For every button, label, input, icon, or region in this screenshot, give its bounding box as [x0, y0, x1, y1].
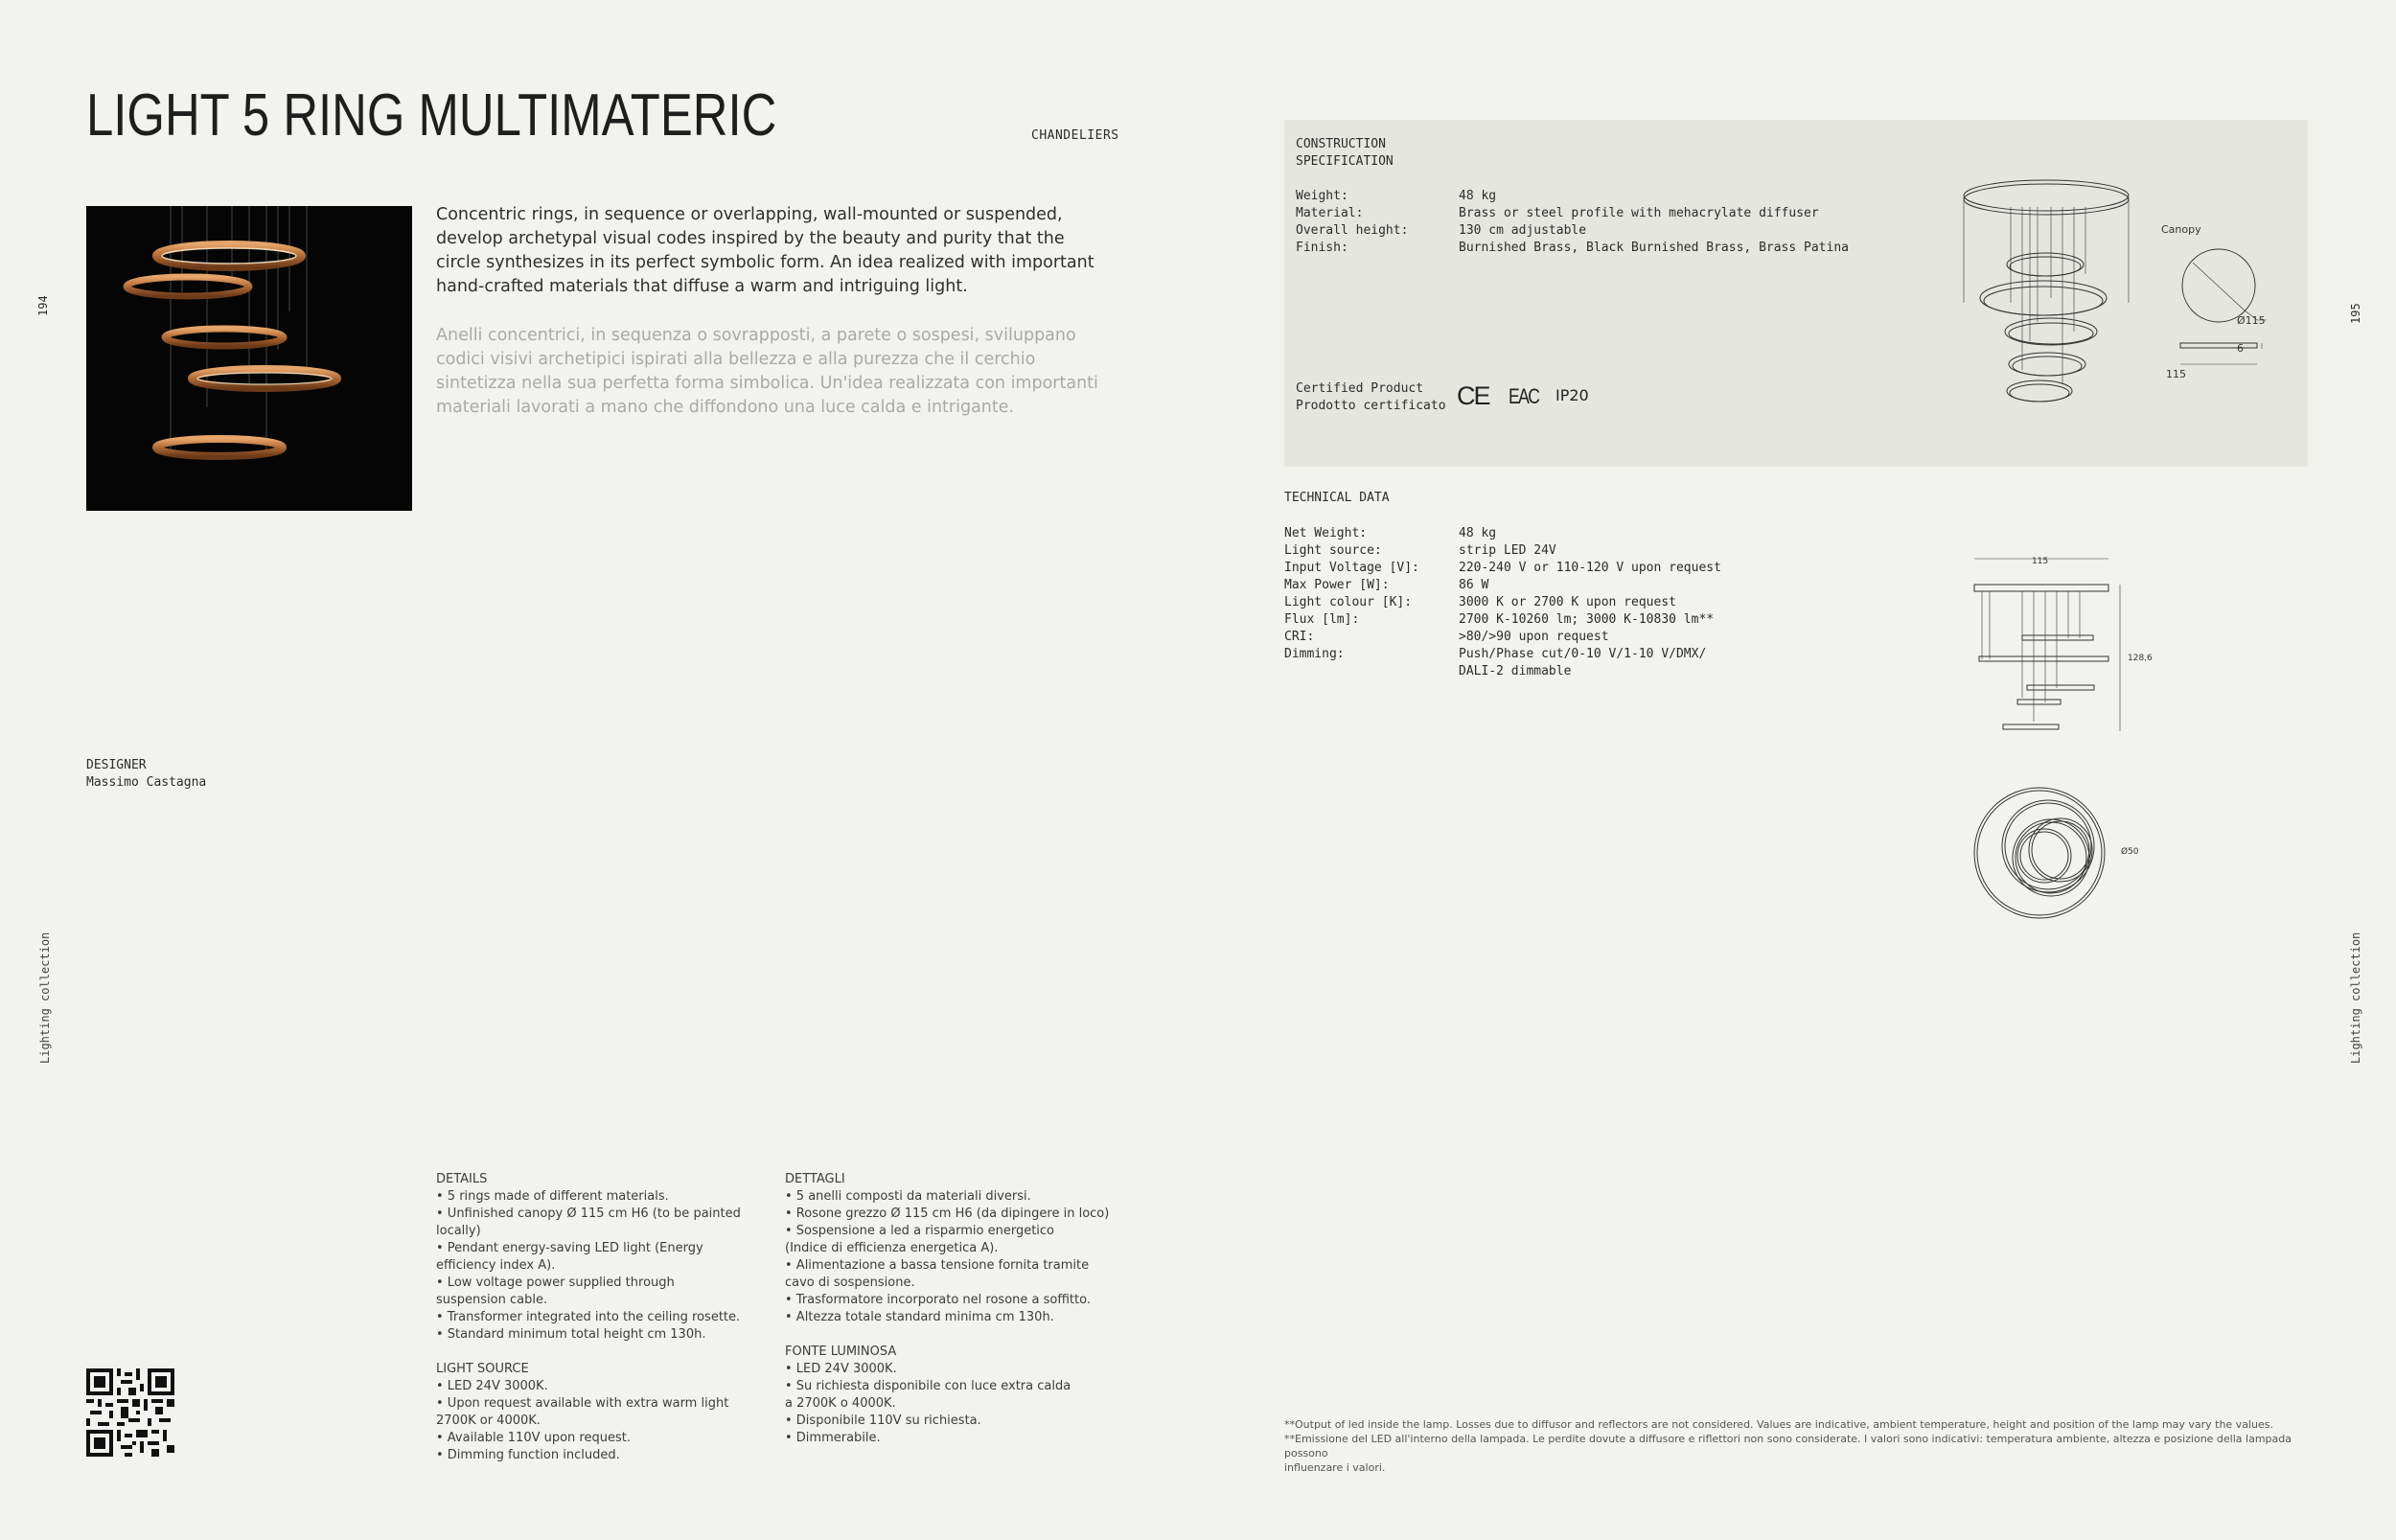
category-label: CHANDELIERS: [1031, 128, 1119, 143]
details-item: • Sospensione a led a risparmio energetico: [785, 1224, 1055, 1238]
tech-key: Input Voltage [V]:: [1284, 561, 1419, 575]
light-source-item: • Upon request available with extra warm light: [436, 1396, 729, 1411]
details-item: • Altezza totale standard minima cm 130h.: [785, 1310, 1054, 1324]
qr-code[interactable]: [86, 1368, 174, 1457]
canopy-height: 6: [2237, 342, 2244, 355]
certified-product: [1296, 380, 1446, 415]
tech-key: Net Weight:: [1284, 526, 1368, 540]
tech-value: Push/Phase cut/0-10 V/1-10 V/DMX/: [1459, 647, 1707, 661]
light-source-item: a 2700K o 4000K.: [785, 1396, 896, 1411]
details-item: • Alimentazione a bassa tensione fornita tramite: [785, 1258, 1090, 1273]
light-source-item: • LED 24V 3000K.: [436, 1379, 548, 1393]
light-source-heading: FONTE LUMINOSA: [785, 1345, 897, 1359]
page-number-right: 195: [2349, 303, 2362, 324]
footnote-it: **Emissione del LED all'interno della lampada. Le perdite dovute a diffusore e riflettori non sono considerate. I valori sono indicativi: temperatura ambiente, altezza e posizione della lampada possono: [1284, 1433, 2292, 1460]
front-view-drawing: [1955, 178, 2271, 408]
spec-value: Brass or steel profile with mehacrylate diffuser: [1459, 206, 1819, 220]
details-english: [436, 1171, 743, 1464]
tech-key: Flux [lm]:: [1284, 612, 1360, 627]
tech-row: [1284, 560, 1721, 577]
tech-row: [1284, 646, 1721, 663]
canopy-width: 115: [2166, 368, 2186, 380]
ip-rating: IP20: [1555, 386, 1589, 404]
details-item: • 5 anelli composti da materiali diversi.: [785, 1189, 1031, 1204]
tech-key: Light source:: [1284, 543, 1382, 558]
footnote-it-cont: influenzare i valori.: [1284, 1461, 1386, 1474]
spec-key: Finish:: [1296, 241, 1348, 255]
description-italian: Anelli concentrici, in sequenza o sovrapposti, a parete o sospesi, sviluppano codici visivi archetipici ispirati alla bellezza e alla purezza che il cerchio sintetizza nella sua perfetta forma simbolica. Un'idea realizzata con importanti materiali lavorati a mano che diffondono una luce calda e intrigante.: [436, 326, 1098, 417]
light-source-item: • LED 24V 3000K.: [785, 1362, 897, 1376]
details-item: • Unfinished canopy Ø 115 cm H6 (to be painted: [436, 1207, 741, 1221]
technical-heading: TECHNICAL DATA: [1284, 491, 1390, 505]
spec-row: [1296, 188, 1849, 205]
side-label-right: Lighting collection: [2349, 931, 2362, 1064]
construction-heading: [1296, 136, 1394, 171]
tech-value: strip LED 24V: [1459, 543, 1556, 558]
tech-key: Light colour [K]:: [1284, 595, 1413, 609]
page-number-left: 194: [36, 295, 50, 316]
spec-value: 48 kg: [1459, 189, 1497, 203]
tech-row: [1284, 611, 1721, 629]
footnote: [1284, 1417, 2310, 1475]
spec-key: Overall height:: [1296, 223, 1409, 238]
tech-row: [1284, 594, 1721, 611]
light-source-heading: LIGHT SOURCE: [436, 1362, 529, 1376]
tech-value: 220-240 V or 110-120 V upon request: [1459, 561, 1721, 575]
tech-key: CRI:: [1284, 630, 1315, 644]
side-height-dimension: 128,6: [2128, 654, 2153, 663]
details-heading: DETTAGLI: [785, 1172, 845, 1186]
spec-key: Weight:: [1296, 189, 1348, 203]
spec-row: [1296, 205, 1849, 222]
details-item: locally): [436, 1224, 481, 1238]
details-item: suspension cable.: [436, 1293, 548, 1307]
tech-key: [1284, 663, 1459, 680]
canopy-diameter: Ø115: [2237, 314, 2266, 327]
eac-mark: EAC: [1509, 384, 1539, 408]
details-item: • Rosone grezzo Ø 115 cm H6 (da dipingere in loco): [785, 1207, 1110, 1221]
product-photo: [86, 206, 412, 511]
spec-value: Burnished Brass, Black Burnished Brass, Brass Patina: [1459, 241, 1849, 255]
details-heading: DETAILS: [436, 1172, 488, 1186]
tech-row: [1284, 525, 1721, 542]
canopy-label: Canopy: [2161, 223, 2201, 236]
light-source-item: • Available 110V upon request.: [436, 1431, 631, 1445]
details-item: cavo di sospensione.: [785, 1276, 915, 1290]
tech-key: Dimming:: [1284, 647, 1345, 661]
spec-row: [1296, 240, 1849, 257]
light-source-item: 2700K or 4000K.: [436, 1414, 541, 1428]
light-source-item: • Dimming function included.: [436, 1448, 620, 1462]
certified-label-en: Certified Product: [1296, 381, 1424, 396]
tech-row: [1284, 629, 1721, 646]
details-item: efficiency index A).: [436, 1258, 556, 1273]
designer-name: Massimo Castagna: [86, 775, 207, 790]
side-width-dimension: 115: [2032, 557, 2049, 566]
product-title: LIGHT 5 RING MULTIMATERIC: [86, 82, 777, 149]
plan-view-drawing: [1970, 781, 2123, 925]
tech-row: [1284, 542, 1721, 560]
light-source-item: • Su richiesta disponibile con luce extra calda: [785, 1379, 1071, 1393]
details-item: • Transformer integrated into the ceiling rosette.: [436, 1310, 741, 1324]
tech-row: [1284, 577, 1721, 594]
tech-row: [1284, 663, 1721, 680]
details-item: • Low voltage power supplied through: [436, 1276, 675, 1290]
construction-heading-line1: CONSTRUCTION: [1296, 137, 1386, 151]
plan-diameter: Ø50: [2121, 847, 2139, 857]
tech-key: Max Power [W]:: [1284, 578, 1390, 592]
details-item: (Indice di efficienza energetica A).: [785, 1241, 999, 1255]
ce-mark: CE: [1457, 381, 1489, 410]
tech-value: 86 W: [1459, 578, 1489, 592]
technical-table: [1284, 525, 1721, 680]
details-item: • Trasformatore incorporato nel rosone a soffitto.: [785, 1293, 1091, 1307]
side-label-left: Lighting collection: [38, 931, 52, 1064]
tech-value: 3000 K or 2700 K upon request: [1459, 595, 1676, 609]
certified-label-it: Prodotto certificato: [1296, 399, 1446, 413]
description-english: Concentric rings, in sequence or overlapping, wall-mounted or suspended, develop archetypal visual codes inspired by the beauty and purity that the circle synthesizes in its perfect symbolic form. An idea realized with important hand-crafted materials that diffuse a warm and intriguing light.: [436, 205, 1094, 296]
footnote-en: **Output of led inside the lamp. Losses due to diffusor and reflectors are not considered. Values are indicative, ambient temperature, height and position of the lamp may vary the values.: [1284, 1418, 2273, 1431]
side-view-drawing: [1965, 554, 2137, 736]
details-italian: [785, 1171, 1111, 1447]
tech-value: >80/>90 upon request: [1459, 630, 1609, 644]
tech-value: DALI-2 dimmable: [1459, 664, 1572, 678]
construction-table: [1296, 188, 1849, 257]
details-item: • 5 rings made of different materials.: [436, 1189, 669, 1204]
light-source-item: • Disponibile 110V su richiesta.: [785, 1414, 981, 1428]
spec-row: [1296, 222, 1849, 240]
spec-key: Material:: [1296, 206, 1364, 220]
tech-value: 48 kg: [1459, 526, 1497, 540]
construction-heading-line2: SPECIFICATION: [1296, 154, 1394, 169]
details-item: • Standard minimum total height cm 130h.: [436, 1327, 706, 1342]
spec-value: 130 cm adjustable: [1459, 223, 1587, 238]
light-source-item: • Dimmerabile.: [785, 1431, 881, 1445]
designer-label: DESIGNER: [86, 758, 147, 772]
details-item: • Pendant energy-saving LED light (Energy: [436, 1241, 703, 1255]
tech-value: 2700 K-10260 lm; 3000 K-10830 lm**: [1459, 612, 1715, 627]
